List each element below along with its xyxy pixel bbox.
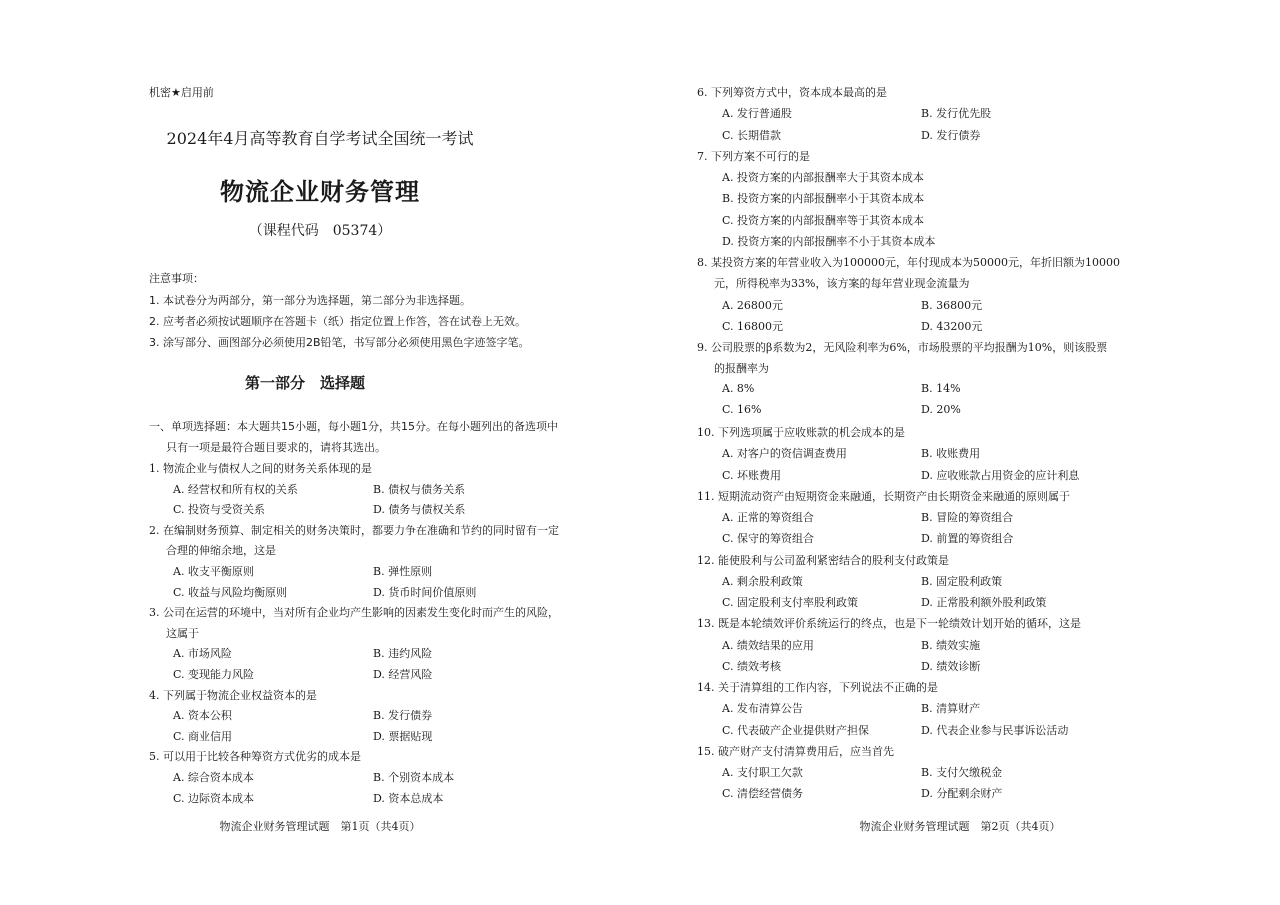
answer-option: A. 绩效结果的应用	[722, 638, 814, 652]
answer-option: C. 投资方案的内部报酬率等于其资本成本	[722, 213, 925, 227]
notice-title: 注意事项：	[149, 272, 204, 285]
answer-option: A. 发行普通股	[722, 107, 792, 121]
page-footer: 物流企业财务管理试题 第2页（共4页）	[859, 820, 1061, 833]
answer-option: D. 债务与债权关系	[373, 503, 466, 517]
answer-option: A. 资本公积	[173, 709, 232, 723]
exam-title: 2024年4月高等教育自学考试全国统一考试	[166, 129, 474, 148]
answer-option: D. 正常股利额外股利政策	[921, 596, 1047, 609]
answer-option: C. 收益与风险均衡原则	[173, 585, 288, 599]
answer-option: B. 14%	[921, 381, 961, 395]
notice-item: 3. 涂写部分、画图部分必须使用2B铅笔，书写部分必须使用黑色字迹签字笔。	[149, 336, 530, 349]
answer-option: A. 收支平衡原则	[173, 565, 254, 578]
question-stem: 3. 公司在运营的环境中，当对所有企业均产生影响的因素发生变化时而产生的风险，	[149, 606, 559, 620]
notice-item: 2. 应考者必须按试题顺序在答题卡（纸）指定位置上作答，答在试卷上无效。	[149, 315, 526, 328]
section-instruction-cont: 只有一项是最符合题目要求的，请将其选出。	[166, 441, 386, 454]
answer-option: B. 支付欠缴税金	[921, 766, 1003, 779]
answer-option: A. 26800元	[722, 298, 783, 312]
notice-item: 1. 本试卷分为两部分，第一部分为选择题，第二部分为非选择题。	[149, 294, 471, 307]
answer-option: D. 分配剩余财产	[921, 787, 1003, 801]
answer-option: C. 16%	[722, 402, 762, 416]
answer-option: B. 36800元	[921, 298, 983, 312]
answer-option: D. 货币时间价值原则	[373, 585, 477, 599]
answer-option: C. 长期借款	[722, 128, 782, 142]
answer-option: C. 保守的筹资组合	[722, 532, 815, 546]
part-title: 第一部分 选择题	[244, 374, 365, 392]
answer-option: B. 发行优先股	[921, 107, 992, 121]
answer-option: D. 票据贴现	[373, 729, 433, 743]
question-stem: 1. 物流企业与债权人之间的财务关系体现的是	[149, 462, 372, 475]
answer-option: A. 市场风险	[173, 647, 232, 661]
answer-option: A. 综合资本成本	[173, 771, 254, 784]
question-stem: 7. 下列方案不可行的是	[697, 149, 810, 163]
question-stem-cont: 的报酬率为	[714, 362, 769, 376]
answer-option: D. 经营风险	[373, 668, 433, 681]
answer-option: A. 支付职工欠款	[722, 766, 803, 779]
page-footer: 物流企业财务管理试题 第1页（共4页）	[219, 820, 421, 833]
question-stem: 6. 下列筹资方式中，资本成本最高的是	[697, 86, 887, 99]
answer-option: C. 16800元	[722, 319, 784, 333]
answer-option: D. 资本总成本	[373, 791, 444, 805]
answer-option: D. 43200元	[921, 319, 983, 333]
answer-option: A. 发布清算公告	[722, 702, 803, 716]
question-stem: 2. 在编制财务预算、制定相关的财务决策时，都要力争在准确和节约的同时留有一定	[149, 523, 559, 537]
answer-option: A. 投资方案的内部报酬率大于其资本成本	[722, 171, 924, 184]
answer-option: A. 剩余股利政策	[722, 574, 803, 588]
question-stem: 10. 下列选项属于应收账款的机会成本的是	[697, 426, 905, 439]
question-stem: 9. 公司股票的β系数为2，无风险利率为6%，市场股票的平均报酬为10%，则该股票	[697, 341, 1108, 354]
answer-option: C. 边际资本成本	[173, 791, 255, 805]
question-stem-cont: 这属于	[166, 626, 199, 640]
answer-option: D. 代表企业参与民事诉讼活动	[921, 723, 1069, 737]
answer-option: B. 收账费用	[921, 447, 981, 461]
answer-option: A. 正常的筹资组合	[722, 511, 814, 524]
answer-option: C. 投资与受资关系	[173, 503, 266, 517]
answer-option: D. 投资方案的内部报酬率不小于其资本成本	[722, 234, 936, 248]
answer-option: A. 经营权和所有权的关系	[173, 482, 298, 496]
answer-option: C. 坏账费用	[722, 468, 782, 482]
course-code: （课程代码 05374）	[248, 223, 392, 239]
answer-option: B. 清算财产	[921, 702, 981, 716]
answer-option: B. 违约风险	[373, 647, 433, 661]
answer-option: D. 应收账款占用资金的应计利息	[921, 468, 1080, 482]
answer-option: C. 固定股利支付率股利政策	[722, 596, 859, 609]
question-stem-cont: 合理的伸缩余地，这是	[166, 544, 276, 558]
subject-title: 物流企业财务管理	[220, 177, 420, 206]
question-stem-cont: 元，所得税率为33%，该方案的每年营业现金流量为	[714, 277, 970, 291]
answer-option: B. 发行债券	[373, 709, 433, 723]
answer-option: B. 债权与债务关系	[373, 482, 466, 496]
question-stem: 5. 可以用于比较各种筹资方式优劣的成本是	[149, 750, 361, 764]
answer-option: C. 代表破产企业提供财产担保	[722, 723, 870, 737]
answer-option: D. 20%	[921, 402, 961, 416]
answer-option: C. 商业信用	[173, 729, 233, 743]
exam-page-2	[640, 0, 1280, 905]
question-stem: 13. 既是本轮绩效评价系统运行的终点，也是下一轮绩效计划开始的循环，这是	[697, 617, 1081, 631]
answer-option: C. 绩效考核	[722, 659, 782, 673]
section-instruction: 一、单项选择题：本大题共15小题，每小题1分，共15分。在每小题列出的备选项中	[149, 420, 558, 433]
answer-option: D. 绩效诊断	[921, 659, 981, 673]
question-stem: 15. 破产财产支付清算费用后，应当首先	[697, 744, 894, 758]
answer-option: B. 个别资本成本	[373, 771, 455, 784]
answer-option: C. 变现能力风险	[173, 668, 255, 681]
answer-option: B. 固定股利政策	[921, 574, 1003, 588]
question-stem: 4. 下列属于物流企业权益资本的是	[149, 688, 317, 702]
answer-option: A. 对客户的资信调查费用	[722, 447, 847, 461]
answer-option: B. 投资方案的内部报酬率小于其资本成本	[722, 192, 925, 206]
question-stem: 11. 短期流动资产由短期资金来融通，长期资产由长期资金来融通的原则属于	[697, 489, 1070, 503]
answer-option: A. 8%	[722, 381, 755, 395]
answer-option: B. 弹性原则	[373, 565, 433, 578]
answer-option: C. 清偿经营债务	[722, 787, 804, 801]
answer-option: B. 绩效实施	[921, 638, 981, 652]
confidential-mark: 机密★启用前	[149, 86, 214, 99]
answer-option: D. 发行债券	[921, 128, 981, 142]
question-stem: 12. 能使股利与公司盈利紧密结合的股利支付政策是	[697, 553, 949, 567]
question-stem: 8. 某投资方案的年营业收入为100000元，年付现成本为50000元，年折旧额为10000	[697, 256, 1120, 269]
answer-option: D. 前置的筹资组合	[921, 532, 1014, 546]
answer-option: B. 冒险的筹资组合	[921, 511, 1014, 524]
question-stem: 14. 关于清算组的工作内容，下列说法不正确的是	[697, 681, 938, 694]
